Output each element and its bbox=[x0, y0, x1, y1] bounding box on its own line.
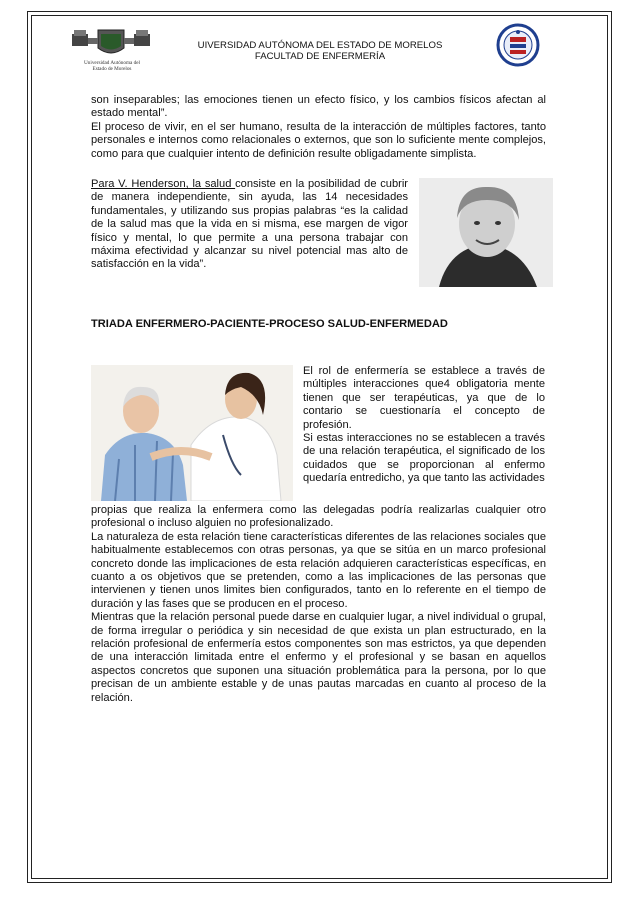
body-paragraph-2: La naturaleza de esta relación tiene características diferentes de las relaciones sociales que habitualmente establecemos con otras personas, ya que se sitúa en un marco profesional concreto donde las implicaciones de esta relación adquieren características específicas, en cuanto a os objetivos que se pretenden, como a las implicaciones de las personas que intervienen y tienen unos limites bien configurados, tanto en lo referente en el tiempo de duración y las fases que se producen en el proceso. bbox=[91, 530, 546, 610]
henderson-body: consiste en la posibilidad de cubrir de manera independiente, sin ayuda, las 14 necesidades fundamentales, y utilizando sus propias palabras “es la calidad de la salud mas que la vida en si misma, ese margen de vigor físico y mental, lo que permite a una persona trabajar con máxima efectividad y alcanzar su nivel potencial mas alto de satisfacción en la vida”. bbox=[91, 178, 408, 271]
section-heading: TRIADA ENFERMERO-PACIENTE-PROCESO SALUD-ENFERMEDAD bbox=[91, 318, 448, 330]
body-paragraphs bbox=[91, 504, 546, 705]
header-title bbox=[150, 40, 490, 62]
right-column-paragraph-1: El rol de enfermería se establece a través de múltiples interacciones que4 obligatoria mente tienen que ser terapéuticas, ya que de lo contario se cuestionaría el concepto de profesión. bbox=[303, 365, 545, 431]
nurse-with-elderly-patient-photo bbox=[91, 365, 293, 501]
right-column-text bbox=[303, 365, 545, 486]
right-column-paragraph-2: Si estas interacciones no se establecen a través de una relación terapéutica, el significado de los cuidados que se proporcionan al enfermo quedaría entredicho, ya que tanto las actividades bbox=[303, 432, 545, 485]
faculty-name: FACULTAD DE ENFERMERÍA bbox=[254, 51, 386, 62]
nursing-faculty-seal-logo bbox=[496, 23, 540, 67]
university-name: UIVERSIDAD AUTÓNOMA DEL ESTADO DE MORELOS bbox=[197, 40, 443, 51]
intro-paragraphs bbox=[91, 94, 546, 161]
body-paragraph-1: propias que realiza la enfermera como las delegadas podría realizarlas cualquier otro profesional o incluso alguien no profesionalizado. bbox=[91, 504, 546, 530]
body-paragraph-3: Mientras que la relación personal puede darse en cualquier lugar, a nivel individual o grupal, de forma irregular o periódica y sin necesidad de que exista un plan estructurado, en la relación profesional de enfermería estos componentes son mas estrictos, ya que dependen de una interacción limitada entre el enfermo y el profesional y se basan en aquellos aspectos concretos que suponen una situación problemática para la persona, por lo que precisan de un ambiente estable y de unas pautas marcadas en cuanto al proceso de la relación. bbox=[91, 611, 546, 704]
left-logo-caption: Universidad Autónoma del Estado de Morelos bbox=[84, 60, 140, 72]
intro-paragraph-2: El proceso de vivir, en el ser humano, resulta de la interacción de múltiples factores, tanto personales e internos como relacionales o externos, que son lo suficiente mente complejos, como para que cualquier intento de definición resulte obligadamente simplista. bbox=[91, 120, 546, 160]
intro-paragraph-1: son inseparables; las emociones tienen un efecto físico, y los cambios físicos afectan al estado mental”. bbox=[91, 94, 546, 120]
henderson-lead: Para V. Henderson, la salud bbox=[91, 178, 236, 190]
elderly-woman-portrait-photo bbox=[419, 178, 553, 287]
henderson-paragraph bbox=[91, 178, 408, 272]
